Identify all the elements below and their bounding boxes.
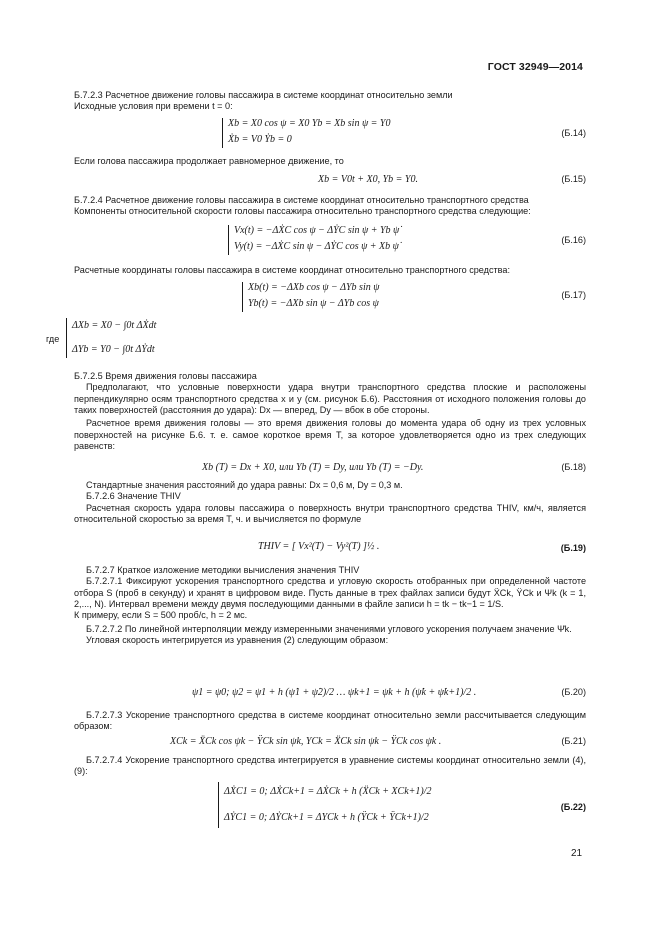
paragraph: Исходные условия при времени t = 0: <box>74 101 233 112</box>
paragraph: Если голова пассажира продолжает равномерное движение, то <box>74 156 344 166</box>
where-label: где <box>46 334 60 344</box>
equation-line: THIV = [ Vx²(T) − Vy²(T) ]½ . <box>258 541 380 552</box>
equation-brace <box>222 118 223 148</box>
equation-number: (Б.19) <box>560 543 586 553</box>
section-heading: Б.7.2.4 Расчетное движение головы пассажира в системе координат относительно транспортного средства <box>74 195 529 205</box>
paragraph: Стандартные значения расстояний до удара равны: Dx = 0,6 м, Dy = 0,3 м. <box>86 480 403 490</box>
paragraph-block <box>74 755 586 778</box>
paragraph-block <box>74 265 586 276</box>
equation-number: (Б.16) <box>561 235 586 245</box>
equation-b15 <box>74 172 586 190</box>
equation-b18 <box>74 460 586 478</box>
equation-brace <box>218 782 219 828</box>
paragraph: Угловая скорость интегрируется из уравнения (2) следующим образом: <box>86 635 389 646</box>
paragraph-block <box>74 710 586 733</box>
paragraph: Б.7.2.7.2 По линейной интерполяции между измеренными значениями углового ускорения получаем значение Ψ̇k. <box>86 623 572 634</box>
equation-b22 <box>74 780 586 832</box>
equation-line: Vx(t) = −ΔẊC cos ψ − ΔẎC sin ψ + Yb ψ̇ <box>234 225 400 236</box>
paragraph: К примеру, если S = 500 проб/с, h = 2 мс. <box>74 610 248 621</box>
equation-line: Ẋb = V0 Ẏb = 0 <box>228 134 292 145</box>
paragraph: Расчетное время движения головы — это время движения головы до момента удара об одну из трех условных поверхностей на рисунке Б.6. т. е. самое короткое время T, за которое удовлетворяется одно из трех следующих равенств: <box>74 418 586 452</box>
paragraph: Предполагают, что условные поверхности удара внутри транспортного средства плоские и расположены перпендикулярно осям транспортного средства x и y (см. рисунок Б.6). Расстояния от исходного положения головы до таких поверхностей (расстояния до удара): Dx — вперед, Dy — вбок в обе стороны. <box>74 382 586 416</box>
equation-b17 <box>74 280 586 320</box>
paragraph: Б.7.2.7.4 Ускорение транспортного средства интегрируется в уравнение системы координат относительно земли (4), (9): <box>74 755 586 777</box>
section-heading: Б.7.2.5 Время движения головы пассажира <box>74 371 257 381</box>
equation-line: Vy(t) = −ΔẊC sin ψ − ΔẎC cos ψ + Xb ψ̇ <box>234 241 399 252</box>
section-heading: Б.7.2.3 Расчетное движение головы пассажира в системе координат относительно земли <box>74 90 453 100</box>
paragraph-block <box>74 480 586 525</box>
equation-line: ψ1 = ψ0; ψ2 = ψ1 + h (ψ̇1 + ψ̇2)/2 … ψk+1 = ψk + h (ψ̇k + ψ̇k+1)/2 . <box>192 687 477 698</box>
equation-line: XCk = ẌCk cos ψk − ŸCk sin ψk, YCk = ẌCk sin ψk − ŸCk cos ψk . <box>170 736 442 747</box>
section-b-7-2-3 <box>74 90 586 113</box>
section-heading: Б.7.2.7 Краткое изложение методики вычисления значения THIV <box>86 565 360 575</box>
equation-b20 <box>74 683 586 705</box>
equation-number: (Б.18) <box>561 462 586 472</box>
equation-line: ΔYb = Y0 − ∫0t ΔẎdt <box>72 344 155 355</box>
paragraph: Расчетная скорость удара головы пассажира о поверхность внутри транспортного средства THIV, км/ч, является относительной скоростью за время T, ч. и вычисляется по формуле <box>74 502 586 525</box>
equation-b14 <box>74 116 586 156</box>
equation-brace <box>242 282 243 312</box>
equation-line: Yb(t) = −ΔXb sin ψ − ΔYb cos ψ <box>248 298 379 309</box>
equation-number: (Б.22) <box>560 802 586 812</box>
equation-line: Xb = X0 cos ψ = X0 Yb = Xb sin ψ = Y0 <box>228 118 391 129</box>
equation-line: ΔẊC1 = 0; ΔẊCk+1 = ΔẊCk + h (ẌCk + XCk+1)/2 <box>224 786 432 797</box>
equation-line: Xb (T) = Dx + X0, или Yb (T) = Dy, или Yb (T) = −Dy. <box>202 462 424 473</box>
section-b-7-2-4 <box>74 195 586 218</box>
paragraph: Расчетные координаты головы пассажира в системе координат относительно транспортного средства: <box>74 265 510 275</box>
section-b-7-2-5 <box>74 371 586 453</box>
paragraph-block <box>74 156 586 167</box>
equation-brace <box>66 318 67 358</box>
equation-b21 <box>74 734 586 752</box>
equation-b19 <box>74 537 586 559</box>
equation-brace <box>228 225 229 255</box>
equation-number: (Б.21) <box>561 736 586 746</box>
section-heading: Б.7.2.6 Значение THIV <box>86 491 181 502</box>
where-clause <box>0 316 661 364</box>
paragraph: Компоненты относительной скорости головы пассажира относительно транспортного средства следующие: <box>74 206 531 217</box>
equation-line: Xb = V0t + X0, Yb = Y0. <box>318 174 418 185</box>
equation-line: ΔXb = X0 − ∫0t ΔẊdt <box>72 320 157 331</box>
equation-number: (Б.15) <box>561 174 586 184</box>
section-b-7-2-7 <box>74 565 586 647</box>
equation-number: (Б.17) <box>561 290 586 300</box>
paragraph: Б.7.2.7.1 Фиксируют ускорения транспортного средства и угловую скорость отобранных при определенной частоте отбора S (проб в секунду) и хранят в цифровом виде. Пусть данные в трех файлах записи будут ẌCk, ŸCk и Ψk (k = 1, 2,..., N). Интервал времени между двумя последующими данными в файле записи h = tk − tk−1 = 1/S. <box>74 576 586 610</box>
document-header: ГОСТ 32949—2014 <box>487 61 583 73</box>
equation-line: Xb(t) = −ΔXb cos ψ − ΔYb sin ψ <box>248 282 380 293</box>
equation-line: ΔẎC1 = 0; ΔẎCk+1 = ΔYCk + h (ŸCk + ŸCk+1)/2 <box>224 812 429 823</box>
page-number: 21 <box>571 848 583 859</box>
equation-b16 <box>74 223 586 263</box>
equation-number: (Б.14) <box>561 128 586 138</box>
equation-number: (Б.20) <box>561 687 586 697</box>
paragraph: Б.7.2.7.3 Ускорение транспортного средства в системе координат относительно земли рассчитывается следующим образом: <box>74 710 586 732</box>
